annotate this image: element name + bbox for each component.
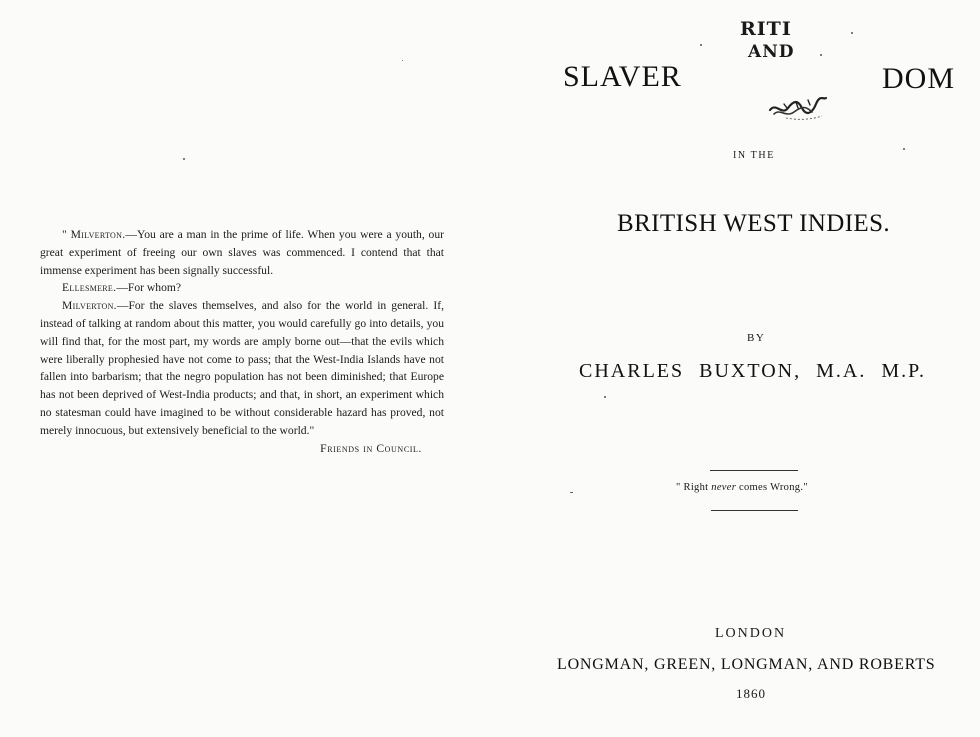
- title-dom: DOM: [882, 62, 956, 95]
- imprint-london: LONDON: [715, 626, 787, 641]
- in-the: IN THE: [733, 150, 775, 161]
- speaker-milverton: Milverton.: [70, 228, 126, 241]
- speck: [820, 54, 822, 56]
- speck: [183, 158, 185, 160]
- handwritten-riti: RITI: [740, 18, 792, 40]
- handwritten-and: AND: [748, 42, 795, 62]
- motto-close: comes Wrong.": [736, 482, 808, 493]
- epigraph-attribution: Friends in Council.: [320, 441, 422, 455]
- motto-emphasis: never: [711, 482, 737, 493]
- rule-top: [710, 470, 798, 471]
- rule-bottom: [711, 510, 798, 511]
- speck: [700, 44, 702, 46]
- epigraph-text-3: —For the slaves themselves, and also for the world in general. If, instead of talking at random about this matter, you would carefully go into details, you will find that, for the most part, my words are amply borne out—that the evils which were liberally prophesied have not come to pass; that the West-India Islands have not fallen into barbarism; that the negro population has not been diminished; that Europe has not been deprived of West-India products; and that, in short, an experiment which no statesman could have imagined to be without considerable hazard has proved, not merely innocuous, but extensively beneficial to the world.": [40, 299, 444, 437]
- epigraph-paragraph-2: [40, 279, 444, 297]
- ink-scribble-icon: [766, 94, 830, 122]
- by-label: BY: [747, 332, 766, 344]
- speck: [570, 492, 573, 493]
- speck: [402, 60, 403, 61]
- open-quote: ": [62, 228, 71, 241]
- epigraph-paragraph-1: [40, 226, 444, 279]
- imprint-publisher: LONGMAN, GREEN, LONGMAN, AND ROBERTS: [557, 656, 936, 673]
- subtitle: BRITISH WEST INDIES.: [617, 210, 891, 237]
- title-slaver: SLAVER: [563, 60, 682, 93]
- motto-open: " Right: [676, 482, 712, 493]
- author: CHARLES BUXTON, M.A. M.P.: [579, 360, 927, 382]
- speck: [851, 32, 853, 34]
- motto: [676, 482, 808, 493]
- epigraph: [40, 226, 444, 457]
- imprint-year: 1860: [736, 686, 766, 701]
- speck: [604, 396, 606, 398]
- speaker-milverton-2: Milverton.: [62, 299, 117, 313]
- speaker-ellesmere: Ellesmere.: [62, 281, 117, 295]
- epigraph-text-2: —For whom?: [116, 281, 182, 295]
- epigraph-text-1: —You are a man in the prime of life. When you were a youth, our great experiment of freeing our own slaves was commenced. I contend that that immense experiment has been signally successful.: [40, 228, 445, 277]
- epigraph-paragraph-3: [40, 297, 444, 439]
- speck: [903, 148, 905, 150]
